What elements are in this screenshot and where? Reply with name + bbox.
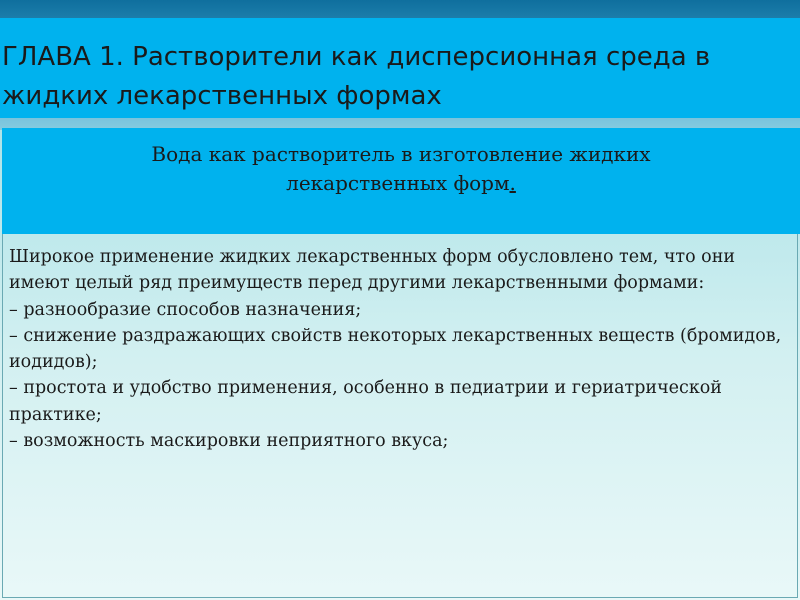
body-intro: Широкое применение жидких лекарственных форм обусловлено тем, что они имеют целый ряд преимуществ перед другими лекарственными формами: bbox=[9, 247, 736, 294]
list-item: – снижение раздражающих свойств некоторых лекарственных веществ (бромидов, иодидов); bbox=[9, 325, 782, 373]
list-item: – возможность маскировки неприятного вкуса; bbox=[9, 431, 449, 452]
slide-title: ГЛАВА 1. Растворители как дисперсионная среда в жидких лекарственных формах bbox=[2, 42, 711, 111]
list-item: – разнообразие способов назначения; bbox=[9, 299, 362, 320]
title-bar bbox=[0, 18, 800, 118]
content-box bbox=[2, 234, 798, 598]
subtitle-text: Вода как растворитель в изготовление жидких лекарственных форм bbox=[151, 142, 651, 195]
list-item: – простота и удобство применения, особенно в педиатрии и гериатрической практике; bbox=[9, 378, 722, 425]
subtitle bbox=[101, 140, 701, 198]
subtitle-box bbox=[2, 128, 800, 234]
subtitle-period: . bbox=[509, 171, 516, 195]
